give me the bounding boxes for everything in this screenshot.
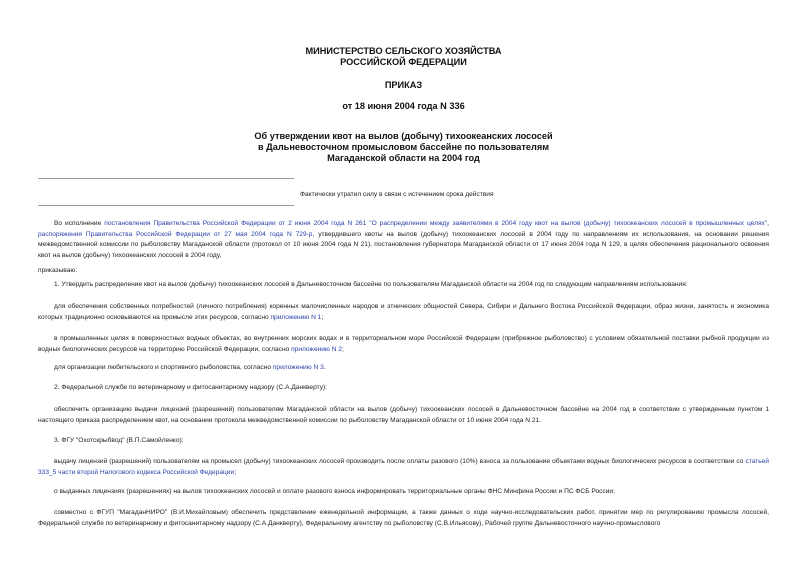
document-date-number: от 18 июня 2004 года N 336 [342, 101, 465, 111]
use-amateur-paragraph [38, 363, 769, 374]
item-2-paragraph: 2. Федеральной службе по ветеринарному и фитосанитарному надзору (С.А.Данкверту): [54, 384, 328, 391]
link-appendix-3[interactable]: приложению N 3 [272, 364, 324, 371]
preamble-paragraph [38, 219, 769, 261]
use-industrial-text: в промышленных целях в поверхностных водных объектах, во внутренних морских водах и в территориальном море Российской Федерации (прибрежное рыболовство) с условием обязательной поставки рыбной продукции из водных биологических ресурсов на территорию Российской Федерации, согласно [38, 335, 769, 353]
preamble-text-end: , утвердившего квоты на вылов (добычу) тихоокеанских лососей в 2004 году по направлениям их использования, на основании решения межведомственной комиссии по рыболовству Магаданской области (протокол от 10 июня 2004 года N 21), постановления губернатора Магаданской области от 17 июня 2004 года N 129, в целях обеспечения рационального освоения квот на вылов (добычу) тихоокеанских лососей в 2004 году, [38, 230, 769, 259]
use-industrial-end: ; [341, 345, 344, 353]
ministry-line-2: РОССИЙСКОЙ ФЕДЕРАЦИИ [340, 57, 467, 67]
order-word: приказываю: [38, 267, 78, 274]
document-title-line-2: в Дальневосточном промысловом бассейне по пользователям [257, 142, 549, 152]
document-type: ПРИКАЗ [384, 80, 423, 90]
use-indigenous-text: для обеспечения собственных потребностей (личного потребления) коренных малочисленных народов и этнических общностей Севера, Сибири и Дальнего Востока Российской Федерации, образ жизни, занятость и экономика которых традиционно основываются на промысле этих ресурсов, согласно [38, 303, 769, 321]
use-industrial-paragraph [38, 334, 769, 355]
document-title-line-3: Магаданской области на 2004 год [327, 153, 480, 163]
use-indigenous-paragraph [38, 302, 769, 323]
link-tax-code-article-333-5[interactable]: статьей 333_5 части второй Налогового кодекса Российской Федерации [38, 458, 769, 476]
use-amateur-end: . [323, 364, 326, 371]
preamble-separator: , [767, 220, 769, 227]
item-3-licensing-paragraph [38, 457, 769, 478]
item-3-licensing-text: выдачу лицензий (разрешений) пользователям на промысел (добычу) тихоокеанских лососей производить после оплаты разового (10%) взноса за пользование объектами водных биологических ресурсов в соответствии со [54, 458, 746, 465]
preamble-text-start: Во исполнение [54, 220, 105, 227]
link-appendix-1[interactable]: приложению N 1 [270, 313, 322, 321]
use-indigenous-end: ; [321, 313, 324, 321]
item-3-joint-paragraph: совместно с ФГУП "МагаданНИРО" (В.И.Михайловым) обеспечить представление еженедельной информации, а также данных о ходе научно-исследовательских работ, принятии мер по регулированию промысла лососей, Федеральной службе по ветеринарному и фитосанитарному надзору (С.А.Данкверту), Федеральному агентству по рыболовству (С.В.Ильясову), Рабочей группе Дальневосточного научно-промыслового [38, 509, 769, 527]
document-title-line-1: Об утверждении квот на вылов (добычу) тихоокеанских лососей [254, 131, 553, 141]
link-government-decree-261[interactable]: постановления Правительства Российской Федерации от 2 июня 2004 года N 261 "О распределении между заявителями в 2004 году квот на вылов (добычу) тихоокеанских лососей в промышленных целях" [104, 220, 768, 227]
item-3-inform-paragraph: о выданных лицензиях (разрешениях) на вылов тихоокеанских лососей и оплате разового взноса информировать территориальные органы ФНС Минфина России и ПС ФСБ России; [54, 488, 615, 495]
ministry-line-1: МИНИСТЕРСТВО СЕЛЬСКОГО ХОЗЯЙСТВА [305, 46, 502, 56]
link-government-order-729r[interactable]: распоряжения Правительства Российской Федерации от 27 мая 2004 года N 729-р [38, 230, 313, 238]
link-appendix-2[interactable]: приложению N 2 [291, 345, 342, 353]
item-3-licensing-end: ; [234, 468, 237, 476]
status-note: Фактически утратил силу в связи с истечением срока действия [300, 191, 494, 198]
use-amateur-text: для организации любительского и спортивного рыболовства, согласно [54, 364, 273, 371]
item-1-paragraph: 1. Утвердить распределение квот на вылов (добычу) тихоокеанских лососей в Дальневосточном бассейне по пользователям Магаданской области на 2004 год по следующим направлениям использования: [54, 281, 688, 288]
separator-rule-top [38, 178, 294, 179]
item-3-paragraph: 3. ФГУ "Охотскрыбвод" (В.П.Самойленко): [54, 437, 184, 444]
separator-rule-bottom [38, 205, 294, 206]
item-2-licensing-paragraph: обеспечить организацию выдачи лицензий (разрешений) пользователям Магаданской области на вылов (добычу) тихоокеанских лососей в Дальневосточном бассейне на 2004 год в соответствии с утвержденным пунктом 1 настоящего приказа распределением квот, на основании протокола межведомственной комиссии по рыболовству Магаданской области от 10 июня 2004 года N 21. [38, 406, 769, 424]
